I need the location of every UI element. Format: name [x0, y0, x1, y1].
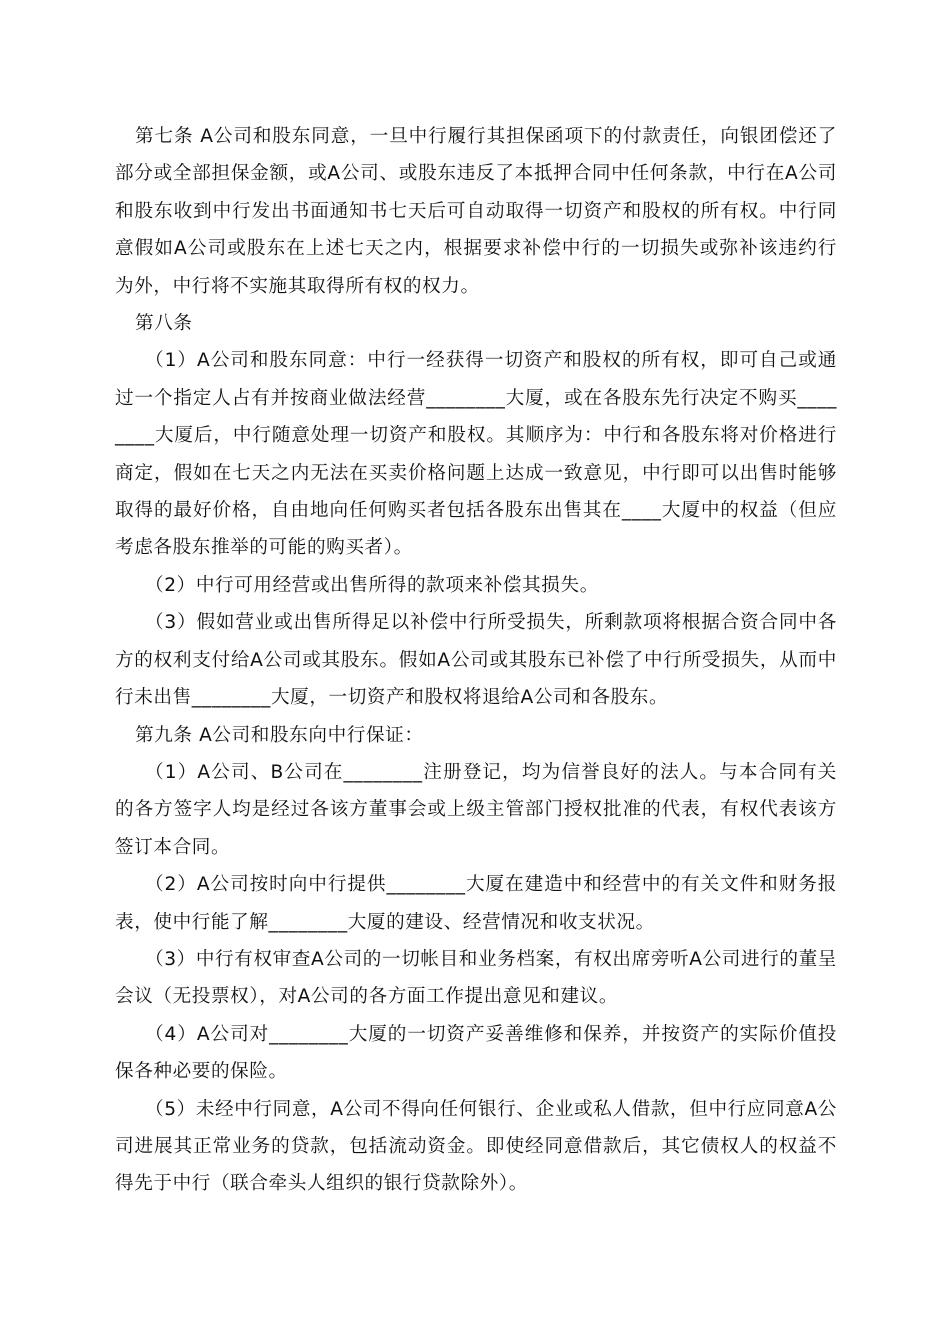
- article-9-heading: 第九条 A公司和股东向中行保证：: [135, 724, 424, 746]
- article-8-heading: 第八条: [135, 313, 193, 335]
- article-9-clause-4: （4）A公司对________大厦的一切资产妥善维修和保养，并按资产的实际价值投保各种必要的保险。: [115, 1023, 837, 1083]
- article-8-clause-1: （1）A公司和股东同意：中行一经获得一切资产和股权的所有权，即可自己或通过一个指定人占有并按商业做法经营________大厦，或在各股东先行决定不购买________大厦后，中行随意处理一切资产和股权。其顺序为：中行和各股东将对价格进行商定，假如在七天之内无法在买卖价格问题上达成一致意见，中行即可以出售时能够取得的最好价格，自由地向任何购买者包括各股东出售其在____大厦中的权益（但应考虑各股东推举的可能的购买者）。: [115, 350, 837, 559]
- article-8-clause-2: （2）中行可用经营或出售所得的款项来补偿其损失。: [145, 574, 599, 596]
- document-body: [115, 118, 837, 1203]
- article-7-paragraph: 第七条 A公司和股东同意，一旦中行履行其担保函项下的付款责任，向银团偿还了部分或全部担保金额，或A公司、或股东违反了本抵押合同中任何条款，中行在A公司和股东收到中行发出书面通知书七天后可自动取得一切资产和股权的所有权。中行同意假如A公司或股东在上述七天之内，根据要求补偿中行的一切损失或弥补该违约行为外，中行将不实施其取得所有权的权力。: [115, 126, 837, 297]
- article-9-clause-2: （2）A公司按时向中行提供________大厦在建造中和经营中的有关文件和财务报表，使中行能了解________大厦的建设、经营情况和收支状况。: [115, 874, 837, 933]
- article-8-clause-3: （3）假如营业或出售所得足以补偿中行所受损失，所剩款项将根据合资合同中各方的权利支付给A公司或其股东。假如A公司或其股东已补偿了中行所受损失，从而中行未出售________大厦，一切资产和股权将退给A公司和各股东。: [115, 612, 837, 709]
- article-9-clause-1: （1）A公司、B公司在________注册登记，均为信誉良好的法人。与本合同有关的各方签字人均是经过各该方董事会或上级主管部门授权批准的代表，有权代表该方签订本合同。: [115, 761, 837, 858]
- article-9-clause-3: （3）中行有权审查A公司的一切帐目和业务档案，有权出席旁听A公司进行的董呈会议（无投票权），对A公司的各方面工作提出意见和建议。: [115, 948, 837, 1008]
- article-9-clause-5: （5）未经中行同意，A公司不得向任何银行、企业或私人借款，但中行应同意A公司进展其正常业务的贷款，包括流动资金。即使经同意借款后，其它债权人的权益不得先于中行（联合牵头人组织的银行贷款除外）。: [115, 1098, 837, 1195]
